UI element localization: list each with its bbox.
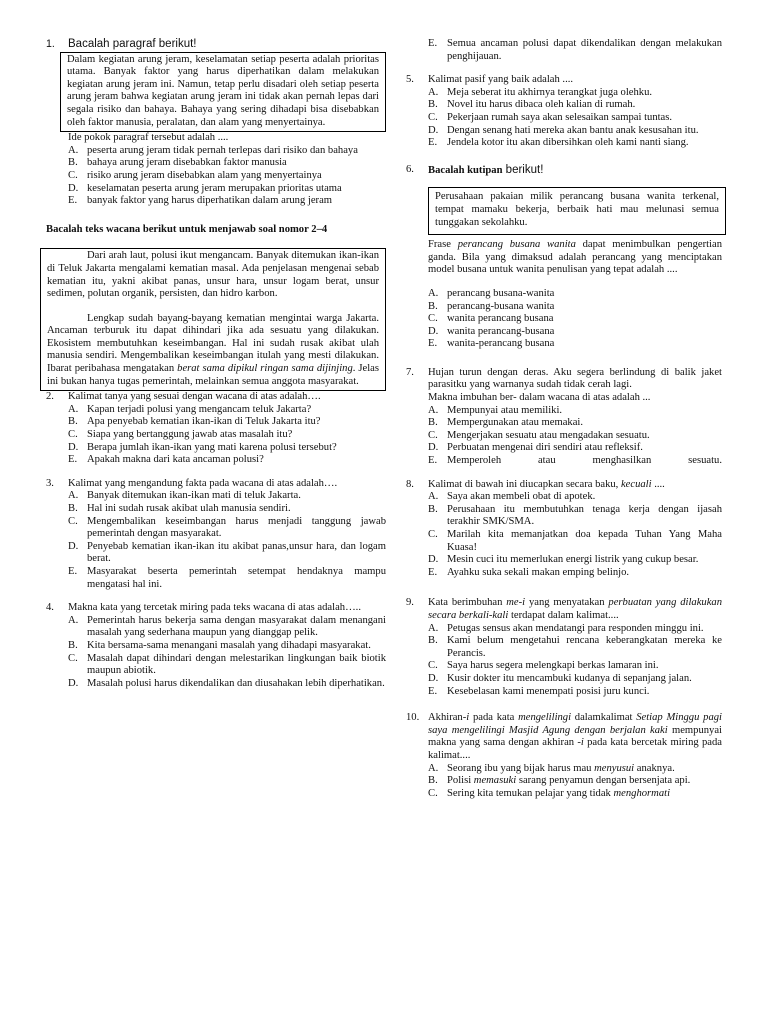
option-b[interactable]: B. Mempergunakan atau memakai.: [428, 417, 584, 429]
option-b[interactable]: B. Kami belum mengetahui rencana keberangkatan mereka ke Perancis.: [428, 635, 722, 659]
quote-text: Perusahaan pakaian milik perancang busana wanita terkenal, tempat mamaku bekerja, berbaik hati mau melunasi semua tunggakan sekolahku.: [435, 191, 719, 228]
passage-box: [60, 52, 386, 133]
question-prompt: Frase perancang busana wanita dapat menimbulkan pengertian ganda. Bila yang dimaksud adalah perancang yang menciptakan model busana untuk wanita penulisan yang tepat adalah ....: [428, 239, 722, 276]
options-list: [428, 38, 722, 63]
quote-box: [428, 187, 726, 235]
question-passage: Hujan turun dengan deras. Aku segera berlindung di balik jaket parasitku yang warnanya sudah tidak cerah lagi.: [428, 366, 722, 391]
question-4-continued: [406, 38, 722, 63]
option-b[interactable]: B. bahaya arung jeram disebabkan faktor manusia: [68, 157, 287, 169]
options-list: [68, 145, 386, 208]
options-list: [428, 288, 722, 351]
option-b[interactable]: B. Hal ini sudah rusak akibat ulah manusia sendiri.: [68, 503, 291, 514]
question-prompt: Kalimat pasif yang baik adalah ....: [428, 74, 574, 86]
option-c[interactable]: C. Mengerjakan sesuatu atau mengadakan sesuatu.: [428, 429, 650, 441]
option-a[interactable]: A. Meja seberat itu akhirnya terangkat juga olehku.: [428, 86, 653, 98]
question-title: Bacalah kutipan berikut!: [428, 163, 544, 176]
question-number: 10.: [406, 712, 420, 724]
question-title: Bacalah paragraf berikut!: [68, 38, 197, 50]
wacana-paragraph-1: Dari arah laut, polusi ikut mengancam. Banyak ditemukan ikan-ikan di Teluk Jakarta mengalami kematian masal. Ada penjelasan mengenai sebab kematian itu, yakni akibat panas, unsur hara, unsur logam berat, unsur sedimen, polutan organik, persisten, dan hidro karbon.: [47, 250, 379, 300]
option-d[interactable]: D. Dengan senang hati mereka akan bantu anak kesusahan itu.: [428, 124, 699, 136]
question-prompt: Ide pokok paragraf tersebut adalah ....: [68, 132, 229, 144]
question-8: [406, 479, 722, 580]
question-1: [46, 38, 386, 208]
option-a[interactable]: A. Pemerintah harus bekerja sama dengan masyarakat dalam menangani masalah yang sederhana maupun yang dianggap pelik.: [68, 614, 386, 639]
option-d[interactable]: D. Kusir dokter itu mencambuki kudanya di sepanjang jalan.: [428, 672, 692, 684]
option-a[interactable]: A. Saya akan membeli obat di apotek.: [428, 491, 596, 503]
option-d[interactable]: D. Berapa jumlah ikan-ikan yang mati karena polusi tersebut?: [68, 441, 337, 453]
option-c[interactable]: C. Pekerjaan rumah saya akan selesaikan sampai tuntas.: [428, 111, 673, 123]
passage-text: Dalam kegiatan arung jeram, keselamatan setiap peserta adalah prioritas utama. Banyak faktor yang harus diperhatikan dalam melakukan kegiatan arung jeram ini. Namun, tetap perlu disadari oleh setiap peserta arung jeram bahwa kegiatan arung jeram ini tidak akan pernah lepas dari segala risiko dan bahaya. Bahaya yang sering dihadapi bisa disebabkan oleh faktor manusia, peralatan, dan alam yang menyertainya.: [67, 53, 379, 128]
option-d[interactable]: D. wanita perancang-busana: [428, 325, 555, 337]
option-b[interactable]: B. perancang-busana wanita: [428, 300, 555, 312]
question-3: [46, 478, 386, 591]
option-d[interactable]: D. Perbuatan mengenai diri sendiri atau refleksif.: [428, 442, 643, 454]
option-b[interactable]: B. Novel itu harus dibaca oleh kalian di rumah.: [428, 99, 636, 111]
options-list: [428, 405, 722, 468]
options-list: [68, 490, 386, 591]
question-number: 7.: [406, 366, 414, 378]
question-prompt: Kalimat di bawah ini diucapkan secara baku, kecuali ....: [428, 478, 665, 490]
question-number: 8.: [406, 478, 414, 490]
right-column: [406, 38, 722, 800]
wacana-box: [40, 248, 386, 391]
options-list: [428, 623, 722, 699]
question-prompt: Makna kata yang tercetak miring pada teks wacana di atas adalah…..: [68, 602, 361, 614]
options-list: [428, 87, 722, 150]
question-6: [406, 164, 722, 351]
question-prompt: Akhiran-i pada kata mengelilingi dalamkalimat Setiap Minggu pagi saya mengelilingi Masjid Agung dengan berjalan kaki mempunyai makna yang sama dengan akhiran -i pada kata bercetak miring pada kalimat....: [428, 712, 722, 761]
question-number: 1.: [46, 38, 55, 50]
options-list: [428, 763, 722, 801]
question-prompt: Kalimat yang mengandung fakta pada wacana di atas adalah….: [68, 477, 338, 489]
option-b[interactable]: B. Apa penyebab kematian ikan-ikan di Teluk Jakarta itu?: [68, 416, 321, 428]
option-e[interactable]: E. Memperoleh atau menghasilkan sesuatu.: [428, 455, 722, 467]
option-a[interactable]: A. Banyak ditemukan ikan-ikan mati di teluk Jakarta.: [68, 490, 301, 502]
option-d[interactable]: D. Mesin cuci itu memerlukan energi listrik yang cukup besar.: [428, 554, 699, 566]
option-a[interactable]: A. Kapan terjadi polusi yang mengancam teluk Jakarta?: [68, 403, 312, 415]
option-a[interactable]: A. Mempunyai atau memiliki.: [428, 404, 563, 416]
question-9: [406, 597, 722, 698]
question-number: 2.: [46, 391, 54, 403]
option-b[interactable]: B. Perusahaan itu membutuhkan tenaga kerja dengan ijasah terakhir SMK/SMA.: [428, 503, 722, 528]
option-e[interactable]: E. Kesebelasan kami menempati posisi juru kunci.: [428, 685, 650, 697]
wacana-paragraph-2: Lengkap sudah bayang-bayang kematian mengintai warga Jakarta. Ancaman terburuk itu dapat dihindari jika ada sesuatu yang dilakukan. Ekosistem membutuhkan keseimbangan. Hal ini sudah rusak akibat ulah manusia sendiri. Mengembalikan keseimbangan itulah yang mesti dilakukan. Ibarat peribahasa mengatakan berat sama dipikul ringan sama dijinjing. Jelas ini bukan hanya tugas pemerintah, melainkan semua anggota masyarakat.: [47, 312, 379, 387]
options-list: [68, 404, 386, 467]
question-5: [406, 74, 722, 150]
option-d[interactable]: D. Masalah polusi harus dikendalikan dan diusahakan lebih diperhatikan.: [68, 677, 385, 689]
option-e[interactable]: E. wanita-perancang busana: [428, 338, 555, 350]
question-number: 5.: [406, 74, 414, 86]
option-e[interactable]: E. Masyarakat beserta pemerintah setempat hendaknya mampu mengatasi hal ini.: [68, 565, 386, 590]
question-number: 9.: [406, 597, 414, 609]
question-prompt: Makna imbuhan ber- dalam wacana di atas adalah ...: [428, 392, 651, 404]
option-a[interactable]: A. perancang busana-wanita: [428, 287, 555, 299]
question-4: [46, 602, 386, 690]
question-prompt: Kalimat tanya yang sesuai dengan wacana di atas adalah….: [68, 391, 321, 403]
option-c[interactable]: C. Masalah dapat dihindari dengan melestarikan lingkungan baik biotik maupun abiotik.: [68, 652, 386, 677]
question-10: [406, 712, 722, 800]
option-c[interactable]: C. risiko arung jeram disebabkan alam yang menyertainya: [68, 169, 322, 181]
option-d[interactable]: D. keselamatan peserta arung jeram merupakan prioritas utama: [68, 182, 342, 194]
option-e[interactable]: E. banyak faktor yang harus diperhatikan dalam arung jeram: [68, 195, 333, 207]
section-heading: Bacalah teks wacana berikut untuk menjawab soal nomor 2–4: [46, 223, 328, 235]
option-e[interactable]: E. Semua ancaman polusi dapat dikendalikan dengan melakukan penghijauan.: [428, 38, 722, 62]
question-number: 6.: [406, 163, 414, 175]
option-e[interactable]: E. Jendela kotor itu akan dibersihkan oleh kami nanti siang.: [428, 137, 689, 149]
question-prompt: Kata berimbuhan me-i yang menyatakan perbuatan yang dilakukan secara berkali-kali terdapat dalam kalimat....: [428, 597, 722, 621]
options-list: [428, 491, 722, 579]
option-a[interactable]: A. Seorang ibu yang bijak harus mau menyusui anaknya.: [428, 762, 675, 774]
option-a[interactable]: A. peserta arung jeram tidak pernah terlepas dari risiko dan bahaya: [68, 144, 358, 156]
question-number: 3.: [46, 477, 54, 489]
option-b[interactable]: B. Polisi memasuki sarang penyamun dengan bersenjata api.: [428, 775, 691, 787]
left-column: [46, 38, 386, 690]
option-d[interactable]: D. Penyebab kematian ikan-ikan itu akibat panas,unsur hara, dan logam berat.: [68, 540, 386, 565]
option-e[interactable]: E. Ayahku suka sekali makan emping belinjo.: [428, 566, 630, 578]
option-c[interactable]: C. Mengembalikan keseimbangan harus menjadi tanggung jawab pemerintah dengan masyarakat.: [68, 515, 386, 540]
option-b[interactable]: B. Kita bersama-sama menangani masalah yang dihadapi masyarakat.: [68, 639, 371, 651]
question-7: [406, 367, 722, 468]
option-a[interactable]: A. Petugas sensus akan mendatangi para responden minggu ini.: [428, 622, 704, 634]
option-c[interactable]: C. Sering kita temukan pelajar yang tidak menghormati: [428, 787, 671, 799]
option-c[interactable]: C. Siapa yang bertanggung jawab atas masalah itu?: [68, 429, 293, 441]
option-c[interactable]: C. Marilah kita memanjatkan doa kepada Tuhan Yang Maha Kuasa!: [428, 529, 722, 553]
options-list: [68, 615, 386, 691]
option-e[interactable]: E. Apakah makna dari kata ancaman polusi?: [68, 454, 264, 466]
option-c[interactable]: C. Saya harus segera melengkapi berkas lamaran ini.: [428, 660, 659, 672]
option-c[interactable]: C. wanita perancang busana: [428, 313, 554, 325]
question-2: [46, 391, 386, 467]
question-number: 4.: [46, 602, 54, 614]
